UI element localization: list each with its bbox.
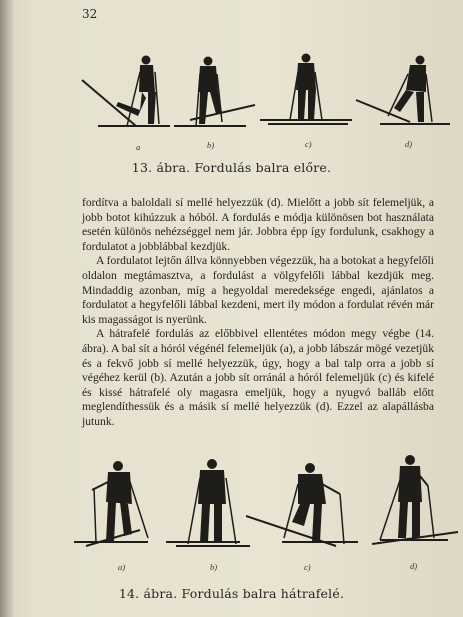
figure-13-skier-a: [82, 56, 170, 127]
figure-13-sublabel-b: b): [207, 140, 215, 150]
figure-13-skier-c: [260, 54, 352, 125]
paragraph-3: A hátrafelé fordulás az előbbivel ellentétes módon megy végbe (14. ábra). A bal sít a hóról végénél felemeljük (a), a jobb lábszár mögé vezetjük és a fekvő jobb sí mellé helyezzük, úgy, hogy a bal talp orra a jobb sí végéhez kerül (b). Azután a jobb sít orránál a hóról felemeljük (c) és kifelé és kissé hátrafelé oly magasra emeljük, hogy a nyugvó balláb előtt meglendíthessük és a másik sí mellé helyezzük (d). Ezzel az alapállásba jutunk.: [82, 327, 434, 428]
figure-14-skier-c: [246, 463, 358, 546]
figure-13-sublabel-d: d): [405, 139, 413, 149]
figure-13-caption: 13. ábra. Fordulás balra előre.: [131, 160, 332, 175]
figure-13-sublabel-a: a: [136, 142, 141, 152]
figure-14-skier-d: [372, 455, 458, 544]
figure-14-skier-a: [74, 461, 148, 546]
figure-13-illustration: [0, 50, 463, 155]
figure-14-sublabel-c: c): [304, 562, 311, 572]
paragraph-2: A fordulatot lejtőn állva könnyebben végezzük, ha a botokat a hegyfelőli oldalon megtámasztva, a fordulást a völgyfelőli lábbal kezdjük meg. Mindaddig azonban, míg a hegyoldal meredeksége engedi, ajánlatos a fordulatot a hegyfelőli lábbal kezdeni, mert ily módon a fordulat révén már kis magasságot is nyerünk.: [82, 254, 434, 326]
figure-13-skier-d: [356, 56, 450, 125]
figure-14-sublabel-b: b): [210, 562, 218, 572]
figure-13-skier-b: [174, 57, 255, 127]
figure-14-sublabel-d: d): [410, 561, 418, 571]
page-number: 32: [82, 7, 98, 21]
figure-14-skier-b: [166, 459, 250, 546]
figure-14-illustration: [0, 450, 463, 575]
figure-13-sublabel-c: c): [305, 139, 312, 149]
paragraph-1: fordítva a baloldali sí mellé helyezzük (d). Mielőtt a jobb sít felemeljük, a jobb botot kihúzzuk a hóból. A fordulás e módja különösen bot használata esetén különös nehézséggel nem jár. Jobbra épp így fordulunk, csakhogy a fordulatot a jobblábbal kezdjük.: [82, 196, 434, 253]
figure-14-sublabel-a: a): [118, 562, 126, 572]
body-text: [82, 196, 434, 430]
figure-14-caption: 14. ábra. Fordulás balra hátrafelé.: [118, 586, 345, 601]
